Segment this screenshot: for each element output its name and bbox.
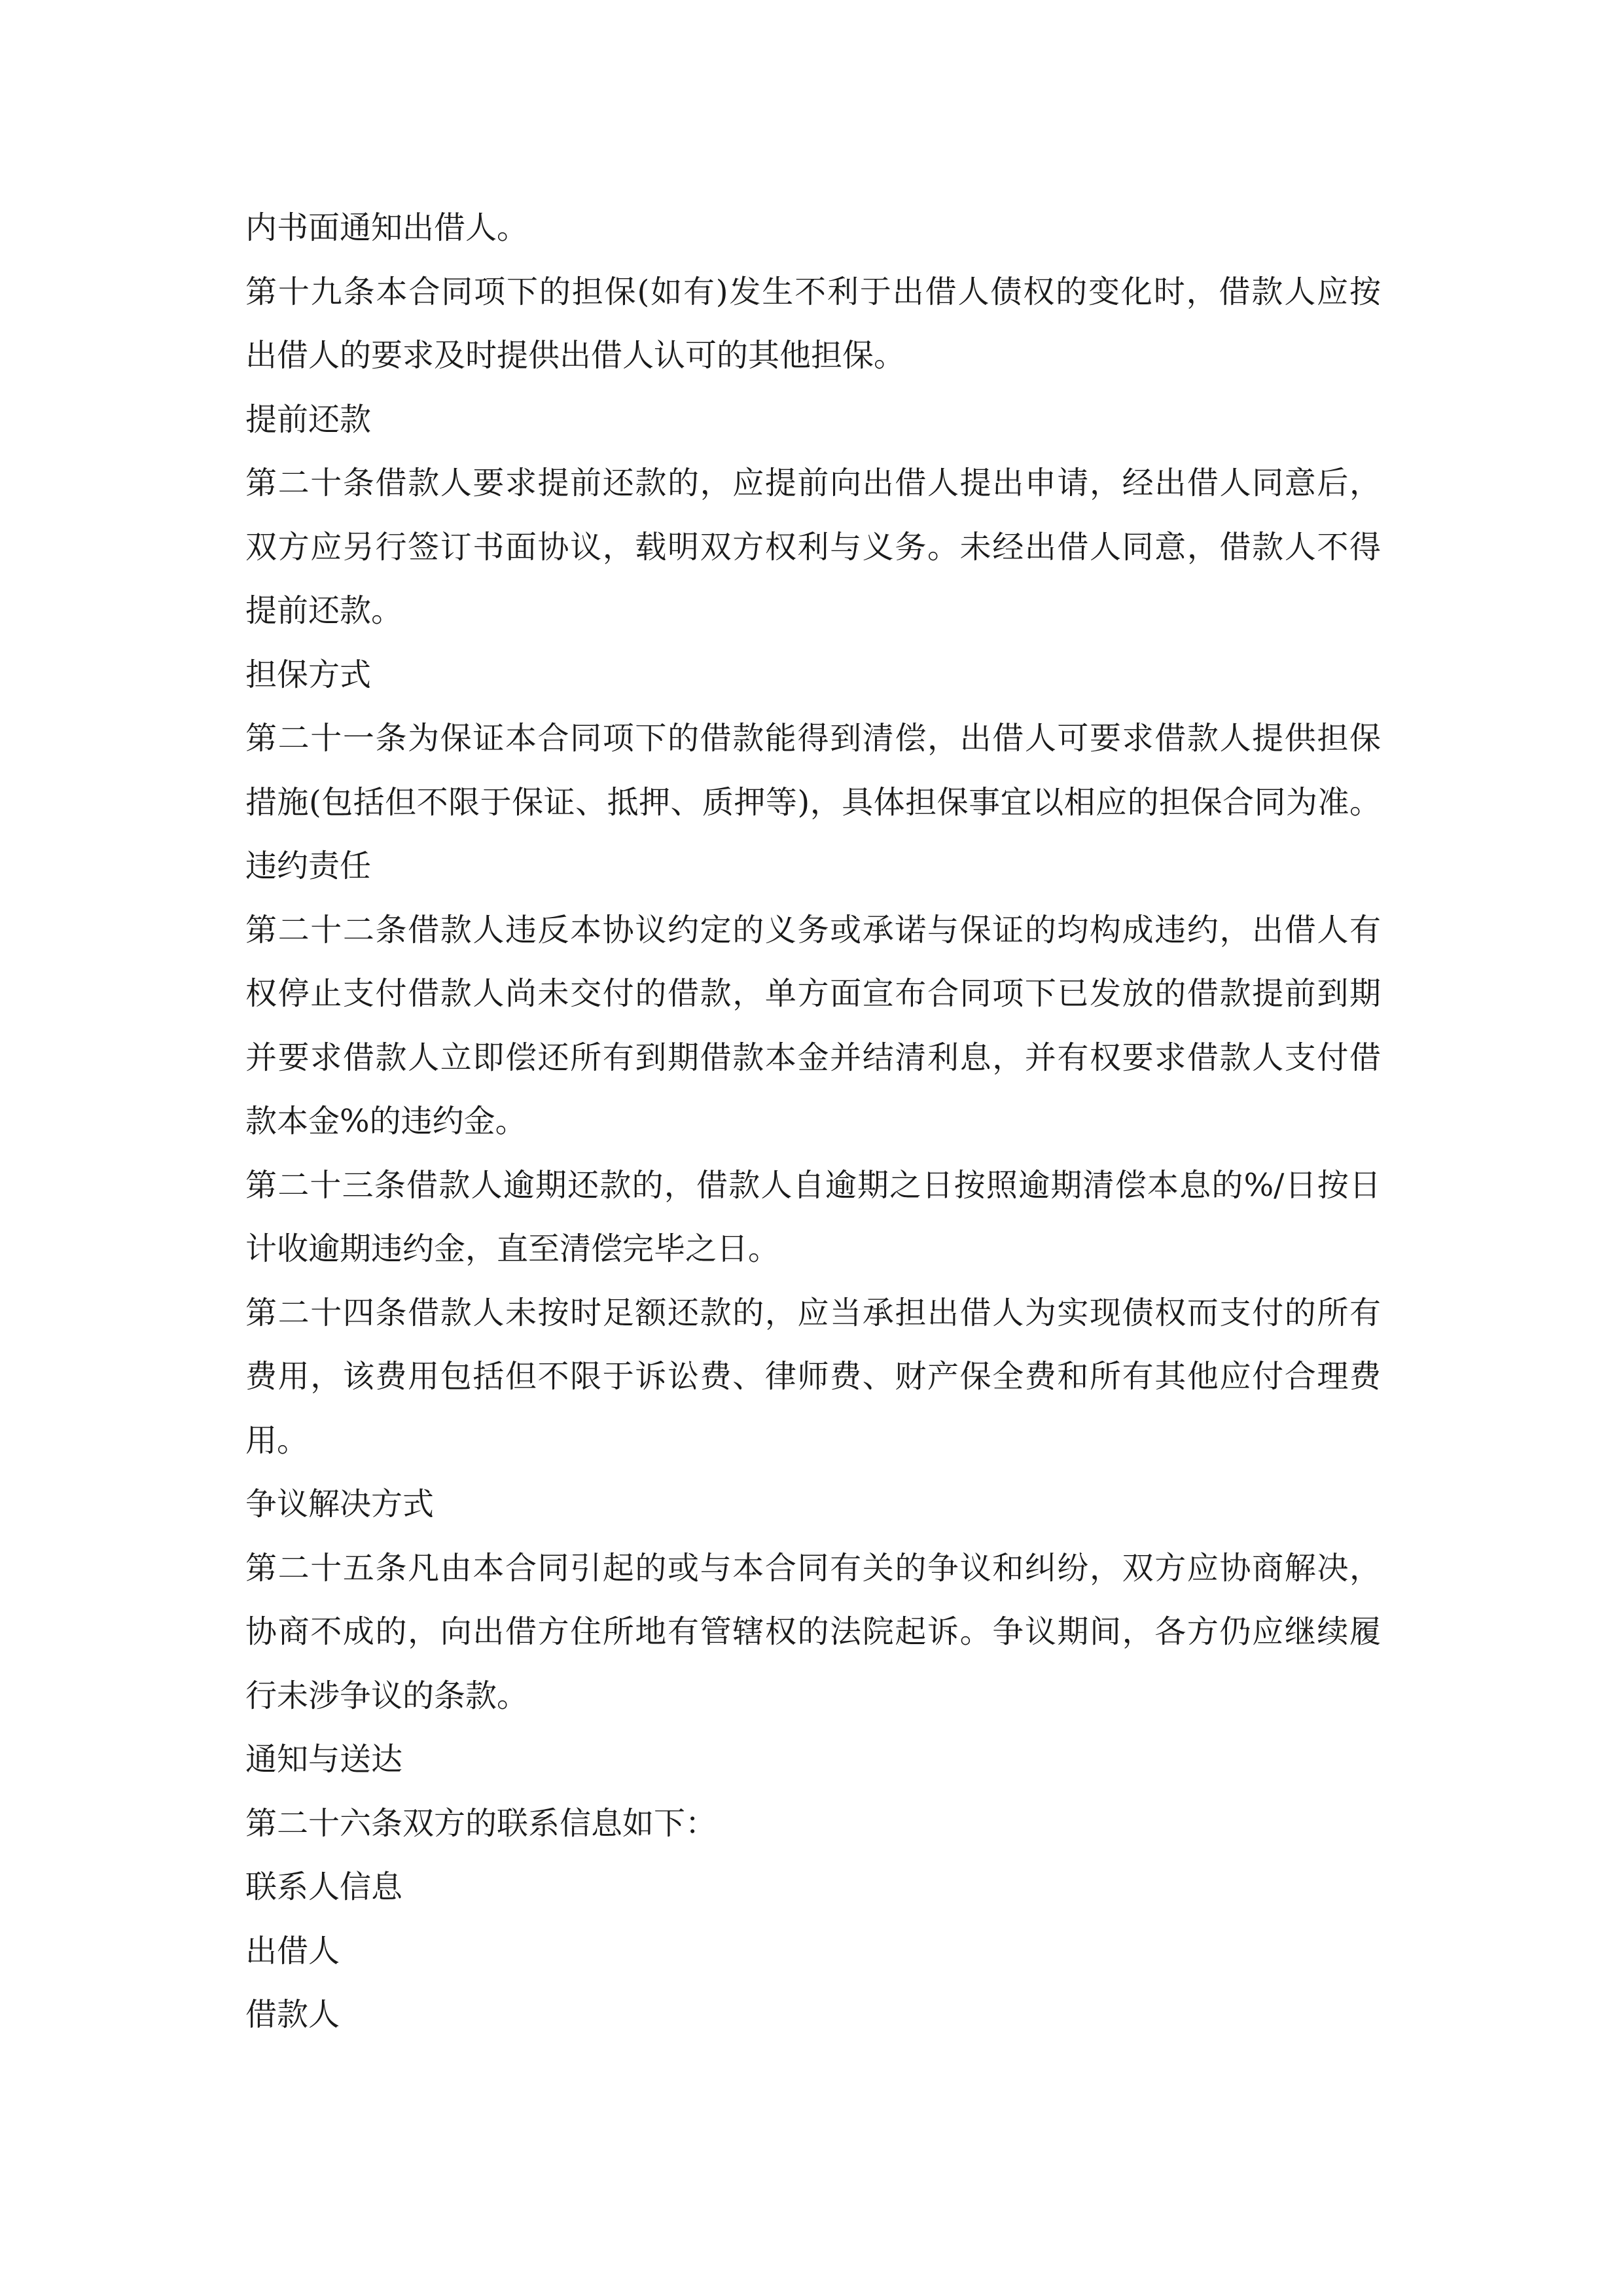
text-line: 第二十四条借款人未按时足额还款的，应当承担出借人为实现债权而支付的所有 [245,1294,1381,1331]
text-line: 第十九条本合同项下的担保(如有)发生不利于出借人债权的变化时，借款人应按 [245,273,1381,310]
section-heading: 违约责任 [245,848,372,884]
text-line: 权停止支付借款人尚未交付的借款，单方面宣布合同项下已发放的借款提前到期 [245,975,1381,1012]
text-line: 协商不成的，向出借方住所地有管辖权的法院起诉。争议期间，各方仍应继续履 [245,1613,1381,1650]
text-line: 计收逾期违约金，直至清偿完毕之日。 [245,1230,780,1267]
text-line: 出借人的要求及时提供出借人认可的其他担保。 [245,337,906,374]
text-line: 并要求借款人立即偿还所有到期借款本金并结清利息，并有权要求借款人支付借 [245,1039,1381,1076]
text-line: 内书面通知出借人。 [245,209,529,246]
text-line: 第二十二条借款人违反本协议约定的义务或承诺与保证的均构成违约，出借人有 [245,911,1381,948]
section-heading: 出借人 [245,1932,340,1969]
section-heading: 争议解决方式 [245,1486,435,1522]
text-line: 行未涉争议的条款。 [245,1677,529,1714]
text-line: 款本金%的违约金。 [245,1103,527,1139]
document-body [245,196,1381,2047]
text-line: 第二十一条为保证本合同项下的借款能得到清偿，出借人可要求借款人提供担保 [245,720,1381,757]
text-line: 费用，该费用包括但不限于诉讼费、律师费、财产保全费和所有其他应付合理费 [245,1358,1381,1395]
section-heading: 联系人信息 [245,1869,403,1905]
text-line: 第二十五条凡由本合同引起的或与本合同有关的争议和纠纷，双方应协商解决， [245,1549,1381,1587]
text-line: 提前还款。 [245,592,403,629]
text-line: 用。 [245,1422,309,1459]
text-line: 第二十六条双方的联系信息如下： [245,1804,717,1842]
section-heading: 通知与送达 [245,1741,403,1778]
section-heading: 担保方式 [245,656,372,693]
text-line: 第二十条借款人要求提前还款的，应提前向出借人提出申请，经出借人同意后， [245,465,1381,501]
section-heading: 提前还款 [245,401,372,438]
text-line: 措施(包括但不限于保证、抵押、质押等)，具体担保事宜以相应的担保合同为准。 [245,783,1381,821]
text-line: 第二十三条借款人逾期还款的，借款人自逾期之日按照逾期清偿本息的%/日按日 [245,1166,1381,1204]
text-line: 双方应另行签订书面协议，载明双方权利与义务。未经出借人同意，借款人不得 [245,528,1381,565]
section-heading: 借款人 [245,1996,340,2033]
